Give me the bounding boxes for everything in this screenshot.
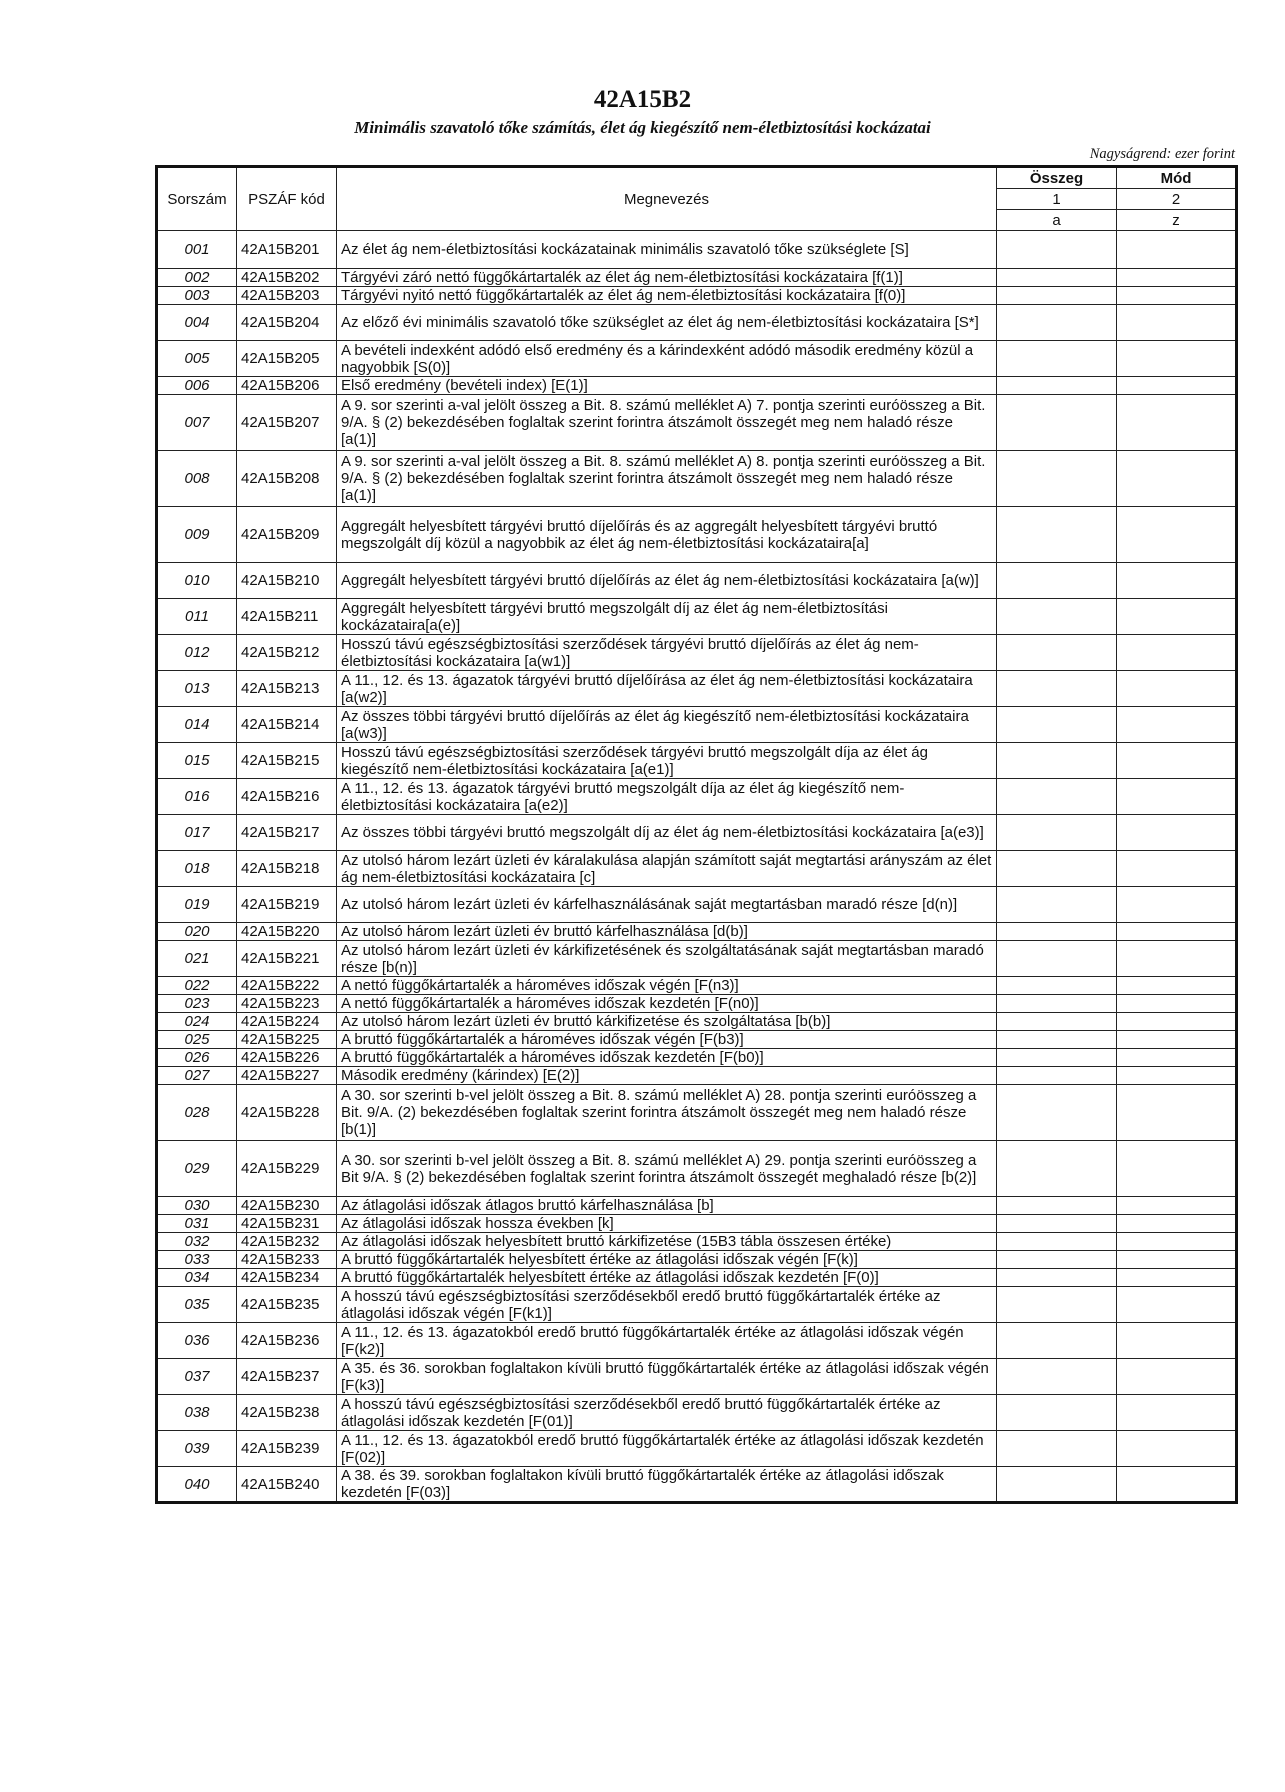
- row-code: 42A15B202: [237, 269, 337, 287]
- row-code: 42A15B221: [237, 941, 337, 977]
- row-description: A 30. sor szerinti b-vel jelölt összeg a Bit. 8. számú melléklet A) 29. pontja szerinti euróösszeg a Bit 9/A. § (2) bekezdésében foglaltak szerint forintra átszámolt összegét meghaladó része [b(2)]: [337, 1141, 997, 1197]
- row-number: 015: [157, 743, 237, 779]
- table-row: [157, 923, 1237, 941]
- amount-cell[interactable]: [997, 1067, 1117, 1085]
- amount-cell[interactable]: [997, 851, 1117, 887]
- table-body: [157, 231, 1237, 1503]
- row-number: 022: [157, 977, 237, 995]
- table-row: [157, 941, 1237, 977]
- table-row: [157, 1269, 1237, 1287]
- row-number: 003: [157, 287, 237, 305]
- table-row: [157, 887, 1237, 923]
- row-code: 42A15B227: [237, 1067, 337, 1085]
- row-number: 020: [157, 923, 237, 941]
- row-code: 42A15B228: [237, 1085, 337, 1141]
- row-description: Az átlagolási időszak hossza években [k]: [337, 1215, 997, 1233]
- row-code: 42A15B219: [237, 887, 337, 923]
- row-number: 031: [157, 1215, 237, 1233]
- amount-cell[interactable]: [997, 1197, 1117, 1215]
- mode-cell[interactable]: [1117, 1359, 1237, 1395]
- row-number: 009: [157, 507, 237, 563]
- row-code: 42A15B216: [237, 779, 337, 815]
- mode-cell[interactable]: [1117, 395, 1237, 451]
- mode-cell[interactable]: [1117, 707, 1237, 743]
- amount-cell[interactable]: [997, 941, 1117, 977]
- row-description: Első eredmény (bevételi index) [E(1)]: [337, 377, 997, 395]
- row-number: 036: [157, 1323, 237, 1359]
- row-code: 42A15B207: [237, 395, 337, 451]
- mode-cell[interactable]: [1117, 995, 1237, 1013]
- row-code: 42A15B222: [237, 977, 337, 995]
- row-code: 42A15B206: [237, 377, 337, 395]
- table-row: [157, 1067, 1237, 1085]
- row-description: A hosszú távú egészségbiztosítási szerződésekből eredő bruttó függőkártartalék értéke az átlagolási időszak végén [F(k1)]: [337, 1287, 997, 1323]
- table-row: [157, 1251, 1237, 1269]
- mode-cell[interactable]: [1117, 1251, 1237, 1269]
- table-row: [157, 395, 1237, 451]
- row-description: A 11., 12. és 13. ágazatok tárgyévi bruttó megszolgált díja az élet ág kiegészítő nem-életbiztosítási kockázataira [a(e2)]: [337, 779, 997, 815]
- mode-cell[interactable]: [1117, 1031, 1237, 1049]
- row-number: 028: [157, 1085, 237, 1141]
- row-code: 42A15B203: [237, 287, 337, 305]
- row-code: 42A15B235: [237, 1287, 337, 1323]
- row-number: 011: [157, 599, 237, 635]
- amount-cell[interactable]: [997, 305, 1117, 341]
- row-number: 016: [157, 779, 237, 815]
- table-row: [157, 851, 1237, 887]
- row-description: A 11., 12. és 13. ágazatokból eredő bruttó függőkártartalék értéke az átlagolási időszak kezdetén [F(02)]: [337, 1431, 997, 1467]
- header-osszeg: Összeg: [997, 167, 1117, 189]
- amount-cell[interactable]: [997, 269, 1117, 287]
- row-code: 42A15B223: [237, 995, 337, 1013]
- table-row: [157, 1197, 1237, 1215]
- table-row: [157, 507, 1237, 563]
- mode-cell[interactable]: [1117, 377, 1237, 395]
- row-number: 029: [157, 1141, 237, 1197]
- amount-cell[interactable]: [997, 1141, 1117, 1197]
- amount-cell[interactable]: [997, 1323, 1117, 1359]
- row-code: 42A15B237: [237, 1359, 337, 1395]
- table-row: [157, 1467, 1237, 1503]
- row-description: A bevételi indexként adódó első eredmény és a kárindexként adódó második eredmény közül a nagyobbik [S(0)]: [337, 341, 997, 377]
- amount-cell[interactable]: [997, 1269, 1117, 1287]
- row-number: 030: [157, 1197, 237, 1215]
- table-row: [157, 977, 1237, 995]
- mode-cell[interactable]: [1117, 635, 1237, 671]
- row-number: 021: [157, 941, 237, 977]
- row-code: 42A15B214: [237, 707, 337, 743]
- row-number: 001: [157, 231, 237, 269]
- row-number: 040: [157, 1467, 237, 1503]
- amount-cell[interactable]: [997, 1031, 1117, 1049]
- mode-cell[interactable]: [1117, 1269, 1237, 1287]
- table-row: [157, 779, 1237, 815]
- amount-cell[interactable]: [997, 1395, 1117, 1431]
- mode-cell[interactable]: [1117, 1067, 1237, 1085]
- row-number: 035: [157, 1287, 237, 1323]
- row-description: A 30. sor szerinti b-vel jelölt összeg a Bit. 8. számú melléklet A) 28. pontja szerinti euróösszeg a Bit. 9/A. (2) bekezdésében foglaltak szerint forintra átszámolt összegét meg nem haladó része [b(1)]: [337, 1085, 997, 1141]
- mode-cell[interactable]: [1117, 563, 1237, 599]
- amount-cell[interactable]: [997, 743, 1117, 779]
- mode-cell[interactable]: [1117, 1013, 1237, 1031]
- table-row: [157, 1215, 1237, 1233]
- header-megnevezes: Megnevezés: [337, 167, 997, 231]
- mode-cell[interactable]: [1117, 1141, 1237, 1197]
- row-code: 42A15B224: [237, 1013, 337, 1031]
- amount-cell[interactable]: [997, 451, 1117, 507]
- amount-cell[interactable]: [997, 1359, 1117, 1395]
- row-description: Az élet ág nem-életbiztosítási kockázatainak minimális szavatoló tőke szükséglete [S]: [337, 231, 997, 269]
- amount-cell[interactable]: [997, 977, 1117, 995]
- row-description: Második eredmény (kárindex) [E(2)]: [337, 1067, 997, 1085]
- row-number: 004: [157, 305, 237, 341]
- amount-cell[interactable]: [997, 1085, 1117, 1141]
- amount-cell[interactable]: [997, 341, 1117, 377]
- mode-cell[interactable]: [1117, 1049, 1237, 1067]
- row-description: Az utolsó három lezárt üzleti év bruttó kárkifizetése és szolgáltatása [b(b)]: [337, 1013, 997, 1031]
- mode-cell[interactable]: [1117, 1395, 1237, 1431]
- mode-cell[interactable]: [1117, 923, 1237, 941]
- amount-cell[interactable]: [997, 779, 1117, 815]
- row-code: 42A15B217: [237, 815, 337, 851]
- row-code: 42A15B234: [237, 1269, 337, 1287]
- row-description: Tárgyévi nyitó nettó függőkártartalék az élet ág nem-életbiztosítási kockázataira [f(0)]: [337, 287, 997, 305]
- row-description: Hosszú távú egészségbiztosítási szerződések tárgyévi bruttó megszolgált díja az élet ág kiegészítő nem-életbiztosítási kockázataira [a(e1)]: [337, 743, 997, 779]
- amount-cell[interactable]: [997, 231, 1117, 269]
- mode-cell[interactable]: [1117, 1215, 1237, 1233]
- amount-cell[interactable]: [997, 887, 1117, 923]
- row-number: 013: [157, 671, 237, 707]
- row-code: 42A15B231: [237, 1215, 337, 1233]
- table-row: [157, 1141, 1237, 1197]
- row-number: 027: [157, 1067, 237, 1085]
- row-number: 038: [157, 1395, 237, 1431]
- table-row: [157, 995, 1237, 1013]
- row-description: Az átlagolási időszak átlagos bruttó kárfelhasználása [b]: [337, 1197, 997, 1215]
- amount-cell[interactable]: [997, 599, 1117, 635]
- amount-cell[interactable]: [997, 1287, 1117, 1323]
- row-description: A bruttó függőkártartalék a hároméves időszak kezdetén [F(b0)]: [337, 1049, 997, 1067]
- table-row: [157, 635, 1237, 671]
- row-number: 026: [157, 1049, 237, 1067]
- table-row: [157, 1013, 1237, 1031]
- unit-note: Nagyságrend: ezer forint: [1089, 146, 1235, 162]
- row-description: A bruttó függőkártartalék a hároméves időszak végén [F(b3)]: [337, 1031, 997, 1049]
- mode-cell[interactable]: [1117, 1287, 1237, 1323]
- header-mod: Mód: [1117, 167, 1237, 189]
- row-code: 42A15B238: [237, 1395, 337, 1431]
- table-row: [157, 599, 1237, 635]
- table-row: [157, 377, 1237, 395]
- row-description: A nettó függőkártartalék a hároméves időszak kezdetén [F(n0)]: [337, 995, 997, 1013]
- row-code: 42A15B210: [237, 563, 337, 599]
- row-number: 037: [157, 1359, 237, 1395]
- amount-cell[interactable]: [997, 923, 1117, 941]
- row-description: Aggregált helyesbített tárgyévi bruttó megszolgált díj az élet ág nem-életbiztosítási kockázataira[a(e)]: [337, 599, 997, 635]
- row-number: 017: [157, 815, 237, 851]
- row-code: 42A15B215: [237, 743, 337, 779]
- row-description: A hosszú távú egészségbiztosítási szerződésekből eredő bruttó függőkártartalék értéke az átlagolási időszak kezdetén [F(01)]: [337, 1395, 997, 1431]
- amount-cell[interactable]: [997, 815, 1117, 851]
- mode-cell[interactable]: [1117, 941, 1237, 977]
- amount-cell[interactable]: [997, 1467, 1117, 1503]
- mode-cell[interactable]: [1117, 1197, 1237, 1215]
- mode-cell[interactable]: [1117, 815, 1237, 851]
- amount-cell[interactable]: [997, 671, 1117, 707]
- row-description: Az összes többi tárgyévi bruttó megszolgált díj az élet ág nem-életbiztosítási kockázataira [a(e3)]: [337, 815, 997, 851]
- amount-cell[interactable]: [997, 1251, 1117, 1269]
- table-row: [157, 815, 1237, 851]
- row-description: Az utolsó három lezárt üzleti év káralakulása alapján számított saját megtartási arányszám az élet ág nem-életbiztosítási kockázataira [c]: [337, 851, 997, 887]
- row-code: 42A15B208: [237, 451, 337, 507]
- amount-cell[interactable]: [997, 995, 1117, 1013]
- mode-cell[interactable]: [1117, 341, 1237, 377]
- row-number: 002: [157, 269, 237, 287]
- mode-cell[interactable]: [1117, 851, 1237, 887]
- row-number: 025: [157, 1031, 237, 1049]
- amount-cell[interactable]: [997, 1431, 1117, 1467]
- row-description: Az összes többi tárgyévi bruttó díjelőírás az élet ág kiegészítő nem-életbiztosítási kockázataira [a(w3)]: [337, 707, 997, 743]
- table-row: [157, 1359, 1237, 1395]
- mode-cell[interactable]: [1117, 671, 1237, 707]
- table-row: [157, 743, 1237, 779]
- header-mod-letter: z: [1117, 210, 1237, 231]
- amount-cell[interactable]: [997, 635, 1117, 671]
- row-code: 42A15B232: [237, 1233, 337, 1251]
- table-row: [157, 269, 1237, 287]
- amount-cell[interactable]: [997, 287, 1117, 305]
- row-number: 005: [157, 341, 237, 377]
- mode-cell[interactable]: [1117, 305, 1237, 341]
- table-row: [157, 1323, 1237, 1359]
- mode-cell[interactable]: [1117, 231, 1237, 269]
- header-osszeg-letter: a: [997, 210, 1117, 231]
- row-number: 033: [157, 1251, 237, 1269]
- mode-cell[interactable]: [1117, 507, 1237, 563]
- row-code: 42A15B218: [237, 851, 337, 887]
- amount-cell[interactable]: [997, 395, 1117, 451]
- row-code: 42A15B209: [237, 507, 337, 563]
- mode-cell[interactable]: [1117, 1233, 1237, 1251]
- table-row: [157, 1085, 1237, 1141]
- form-subtitle: Minimális szavatoló tőke számítás, élet ág kiegészítő nem-életbiztosítási kockázatai: [354, 118, 931, 137]
- table-row: [157, 1431, 1237, 1467]
- row-code: 42A15B240: [237, 1467, 337, 1503]
- row-description: A 9. sor szerinti a-val jelölt összeg a Bit. 8. számú melléklet A) 8. pontja szerinti euróösszeg a Bit. 9/A. § (2) bekezdésében foglaltak szerint forintra átszámolt összegét meg nem haladó része [a(1)]: [337, 451, 997, 507]
- table-row: [157, 305, 1237, 341]
- row-code: 42A15B201: [237, 231, 337, 269]
- row-number: 008: [157, 451, 237, 507]
- row-code: 42A15B212: [237, 635, 337, 671]
- row-number: 007: [157, 395, 237, 451]
- mode-cell[interactable]: [1117, 743, 1237, 779]
- amount-cell[interactable]: [997, 377, 1117, 395]
- row-number: 023: [157, 995, 237, 1013]
- row-description: Az utolsó három lezárt üzleti év bruttó kárfelhasználása [d(b)]: [337, 923, 997, 941]
- row-code: 42A15B220: [237, 923, 337, 941]
- header-mod-num: 2: [1117, 189, 1237, 210]
- row-description: A 38. és 39. sorokban foglaltakon kívüli bruttó függőkártartalék értéke az átlagolási időszak kezdetén [F(03)]: [337, 1467, 997, 1503]
- row-description: A bruttó függőkártartalék helyesbített értéke az átlagolási időszak kezdetén [F(0)]: [337, 1269, 997, 1287]
- row-description: A 11., 12. és 13. ágazatokból eredő bruttó függőkártartalék értéke az átlagolási időszak végén [F(k2)]: [337, 1323, 997, 1359]
- amount-cell[interactable]: [997, 1049, 1117, 1067]
- mode-cell[interactable]: [1117, 1467, 1237, 1503]
- table-row: [157, 1233, 1237, 1251]
- header-osszeg-num: 1: [997, 189, 1117, 210]
- row-description: Hosszú távú egészségbiztosítási szerződések tárgyévi bruttó díjelőírás az élet ág nem-életbiztosítási kockázataira [a(w1)]: [337, 635, 997, 671]
- row-description: Az utolsó három lezárt üzleti év kárkifizetésének és szolgáltatásának saját megtartásban maradó része [b(n)]: [337, 941, 997, 977]
- row-description: A bruttó függőkártartalék helyesbített értéke az átlagolási időszak végén [F(k)]: [337, 1251, 997, 1269]
- mode-cell[interactable]: [1117, 1431, 1237, 1467]
- row-number: 014: [157, 707, 237, 743]
- row-description: A 35. és 36. sorokban foglaltakon kívüli bruttó függőkártartalék értéke az átlagolási időszak végén [F(k3)]: [337, 1359, 997, 1395]
- row-code: 42A15B229: [237, 1141, 337, 1197]
- row-number: 024: [157, 1013, 237, 1031]
- row-description: Az átlagolási időszak helyesbített bruttó kárkifizetése (15B3 tábla összesen értéke): [337, 1233, 997, 1251]
- mode-cell[interactable]: [1117, 779, 1237, 815]
- table-row: [157, 1287, 1237, 1323]
- header-pszaf-kod: PSZÁF kód: [237, 167, 337, 231]
- row-code: 42A15B230: [237, 1197, 337, 1215]
- amount-cell[interactable]: [997, 1215, 1117, 1233]
- row-number: 019: [157, 887, 237, 923]
- mode-cell[interactable]: [1117, 1323, 1237, 1359]
- row-code: 42A15B239: [237, 1431, 337, 1467]
- table-row: [157, 1395, 1237, 1431]
- form-title: 42A15B2: [593, 86, 692, 113]
- row-code: 42A15B233: [237, 1251, 337, 1269]
- row-description: A 9. sor szerinti a-val jelölt összeg a Bit. 8. számú melléklet A) 7. pontja szerinti euróösszeg a Bit. 9/A. § (2) bekezdésében foglaltak szerint forintra átszámolt összegét meg nem haladó része [a(1)]: [337, 395, 997, 451]
- table-row: [157, 287, 1237, 305]
- amount-cell[interactable]: [997, 507, 1117, 563]
- row-code: 42A15B236: [237, 1323, 337, 1359]
- row-number: 032: [157, 1233, 237, 1251]
- amount-cell[interactable]: [997, 563, 1117, 599]
- amount-cell[interactable]: [997, 1233, 1117, 1251]
- amount-cell[interactable]: [997, 1013, 1117, 1031]
- row-description: Tárgyévi záró nettó függőkártartalék az élet ág nem-életbiztosítási kockázataira [f(1)]: [337, 269, 997, 287]
- row-number: 010: [157, 563, 237, 599]
- row-number: 012: [157, 635, 237, 671]
- row-number: 034: [157, 1269, 237, 1287]
- row-number: 006: [157, 377, 237, 395]
- row-code: 42A15B225: [237, 1031, 337, 1049]
- mode-cell[interactable]: [1117, 287, 1237, 305]
- row-code: 42A15B213: [237, 671, 337, 707]
- mode-cell[interactable]: [1117, 887, 1237, 923]
- table-row: [157, 1031, 1237, 1049]
- table-row: [157, 563, 1237, 599]
- row-code: 42A15B204: [237, 305, 337, 341]
- report-table: [155, 165, 1238, 1504]
- mode-cell[interactable]: [1117, 451, 1237, 507]
- row-description: Aggregált helyesbített tárgyévi bruttó díjelőírás és az aggregált helyesbített tárgyévi bruttó megszolgált díj közül a nagyobbik az élet ág nem-életbiztosítási kockázataira[a]: [337, 507, 997, 563]
- row-code: 42A15B211: [237, 599, 337, 635]
- row-number: 039: [157, 1431, 237, 1467]
- row-code: 42A15B205: [237, 341, 337, 377]
- row-number: 018: [157, 851, 237, 887]
- row-description: A nettó függőkártartalék a hároméves időszak végén [F(n3)]: [337, 977, 997, 995]
- mode-cell[interactable]: [1117, 269, 1237, 287]
- row-description: Az előző évi minimális szavatoló tőke szükséglet az élet ág nem-életbiztosítási kockázataira [S*]: [337, 305, 997, 341]
- row-description: A 11., 12. és 13. ágazatok tárgyévi bruttó díjelőírása az élet ág nem-életbiztosítási kockázataira [a(w2)]: [337, 671, 997, 707]
- table-row: [157, 231, 1237, 269]
- mode-cell[interactable]: [1117, 977, 1237, 995]
- mode-cell[interactable]: [1117, 1085, 1237, 1141]
- row-description: Az utolsó három lezárt üzleti év kárfelhasználásának saját megtartásban maradó része [d(n)]: [337, 887, 997, 923]
- header-sorszam: Sorszám: [157, 167, 237, 231]
- table-row: [157, 451, 1237, 507]
- mode-cell[interactable]: [1117, 599, 1237, 635]
- amount-cell[interactable]: [997, 707, 1117, 743]
- row-description: Aggregált helyesbített tárgyévi bruttó díjelőírás az élet ág nem-életbiztosítási kockázataira [a(w)]: [337, 563, 997, 599]
- table-row: [157, 671, 1237, 707]
- table-row: [157, 707, 1237, 743]
- table-row: [157, 1049, 1237, 1067]
- row-code: 42A15B226: [237, 1049, 337, 1067]
- table-row: [157, 341, 1237, 377]
